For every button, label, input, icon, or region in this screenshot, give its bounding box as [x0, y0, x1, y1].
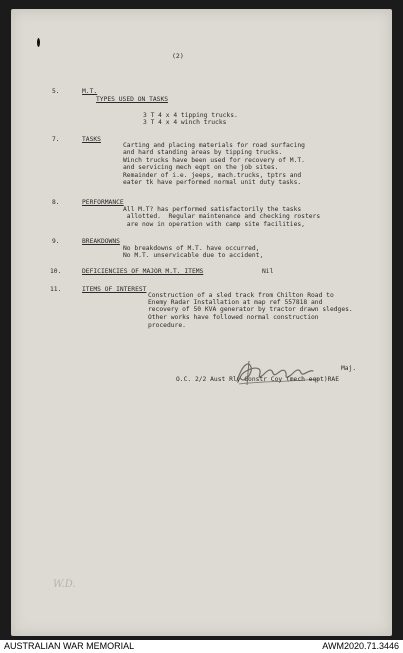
punch-hole [37, 38, 40, 47]
section-number: 5. [52, 88, 60, 95]
section-number: 9. [52, 238, 60, 245]
section-heading: M.T. [82, 88, 98, 95]
paper-sheet [11, 9, 392, 636]
section-inline-value: Nil [262, 268, 274, 275]
signatory-rank: Maj. [341, 365, 357, 372]
page-number: (2) [172, 52, 184, 60]
section-heading: ITEMS OF INTEREST [82, 286, 147, 293]
section-line: Construction of a sled track from Chilton Road to [148, 292, 334, 299]
footer-bar [0, 640, 403, 653]
section-line: 3 T 4 x 4 tipping trucks. [143, 112, 238, 119]
section-line: are now in operation with camp site facilities, [123, 221, 305, 228]
section-heading: TASKS [82, 136, 101, 143]
section-heading: PERFORMANCE [82, 199, 124, 206]
section-line: No breakdowns of M.T. have occurred, [123, 245, 260, 252]
section-line: and servicing mech eqpt on the job sites. [123, 164, 279, 171]
section-line: Other works have followed normal construction [148, 314, 319, 321]
section-line: All M.T? has performed satisfactorily the tasks [123, 206, 302, 213]
section-line: 3 T 4 x 4 winch trucks [143, 119, 227, 126]
section-line: No M.T. unservicable due to accident, [123, 252, 264, 259]
footer-institution: AUSTRALIAN WAR MEMORIAL [4, 641, 135, 651]
section-line: Carting and placing materials for road surfacing [123, 142, 305, 149]
section-line: Winch trucks have been used for recovery of M.T. [123, 157, 305, 164]
footer-accession-number: AWM2020.71.3446 [322, 641, 399, 651]
section-number: 7. [52, 136, 60, 143]
handwritten-note: W.D. [53, 579, 76, 590]
section-line: recovery of 50 KVA generator by tractor drawn sledges. [148, 306, 353, 313]
section-subheading: TYPES USED ON TASKS [96, 96, 169, 103]
section-line: procedure. [148, 322, 186, 329]
section-line: Remainder of i.e. jeeps, mach.trucks, tptrs and [123, 172, 302, 179]
section-line: and hard standing areas by tipping trucks. [123, 149, 283, 156]
section-number: 11. [50, 286, 62, 293]
section-number: 8. [52, 199, 60, 206]
signatory-title: O.C. 2/2 Aust Rly Constr Coy (mech eqpt)RAE [176, 376, 340, 383]
section-line: allotted. Regular maintenance and checking rosters [123, 213, 321, 220]
section-line: Enemy Radar Installation at map ref 557818 and [148, 299, 323, 306]
section-line: eater tk have performed normal unit duty tasks. [123, 179, 302, 186]
section-number: 10. [50, 268, 62, 275]
section-heading: BREAKDOWNS [82, 238, 120, 245]
section-heading: DEFICIENCIES OF MAJOR M.T. ITEMS [82, 268, 204, 275]
